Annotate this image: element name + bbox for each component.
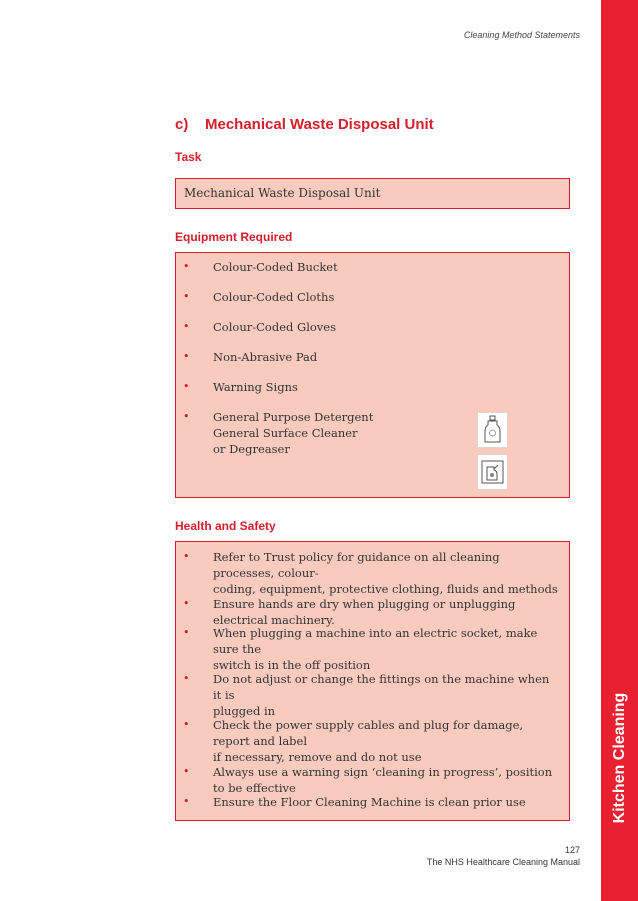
- detergent-bottle-icon: [477, 412, 508, 448]
- bullet: •: [183, 350, 190, 363]
- bullet: •: [183, 718, 190, 731]
- item-text: When plugging a machine into an electric socket, make sure the: [213, 626, 538, 656]
- bullet: •: [183, 765, 190, 778]
- manual-title: The NHS Healthcare Cleaning Manual: [426, 857, 580, 867]
- item-text: coding, equipment, protective clothing, fluids and methods: [213, 582, 558, 596]
- item-text: Check the power supply cables and plug for damage, report and label: [213, 718, 524, 748]
- section-letter: c): [175, 116, 189, 133]
- bullet: •: [183, 380, 190, 393]
- item-text: Do not adjust or change the fittings on the machine when it is: [213, 672, 550, 702]
- health-safety-heading: Health and Safety: [175, 519, 276, 533]
- bullet: •: [183, 795, 190, 808]
- bullet: •: [183, 290, 190, 303]
- bullet: •: [183, 320, 190, 333]
- item-text: Colour-Coded Gloves: [213, 320, 337, 334]
- equipment-heading: Equipment Required: [175, 230, 293, 244]
- health-safety-box: [175, 541, 570, 821]
- section-title-text: Mechanical Waste Disposal Unit: [205, 116, 434, 133]
- side-tab: [601, 0, 638, 901]
- item-text: Colour-Coded Bucket: [213, 260, 338, 274]
- item-text: Ensure the Floor Cleaning Machine is clean prior use: [213, 795, 526, 809]
- item-text: or Degreaser: [213, 442, 290, 456]
- surface-cleaner-icon: [477, 454, 508, 490]
- bullet: •: [183, 260, 190, 273]
- item-text: General Purpose Detergent: [213, 410, 374, 424]
- bullet: •: [183, 597, 190, 610]
- item-text: General Surface Cleaner: [213, 426, 358, 440]
- page-number: 127: [564, 845, 580, 855]
- bullet: •: [183, 626, 190, 639]
- task-heading: Task: [175, 150, 202, 164]
- task-box: [175, 178, 570, 209]
- item-text: switch is in the off position: [213, 658, 371, 672]
- section-title: [175, 116, 434, 133]
- item-text: Ensure hands are dry when plugging or unplugging electrical machinery.: [213, 597, 516, 627]
- item-text: if necessary, remove and do not use: [213, 750, 422, 764]
- item-text: Always use a warning sign ‘cleaning in progress’, position to be effective: [213, 765, 553, 795]
- equipment-box: [175, 252, 570, 498]
- item-text: Non-Abrasive Pad: [213, 350, 318, 364]
- running-header: Cleaning Method Statements: [463, 30, 580, 40]
- task-text: Mechanical Waste Disposal Unit: [184, 186, 381, 200]
- side-tab-label: Kitchen Cleaning: [610, 692, 628, 824]
- item-text: Refer to Trust policy for guidance on all cleaning processes, colour-: [213, 550, 500, 580]
- bullet: •: [183, 672, 190, 685]
- bullet: •: [183, 550, 190, 563]
- item-text: Warning Signs: [213, 380, 298, 394]
- item-text: Colour-Coded Cloths: [213, 290, 335, 304]
- bullet: •: [183, 410, 190, 423]
- item-text: plugged in: [213, 704, 276, 718]
